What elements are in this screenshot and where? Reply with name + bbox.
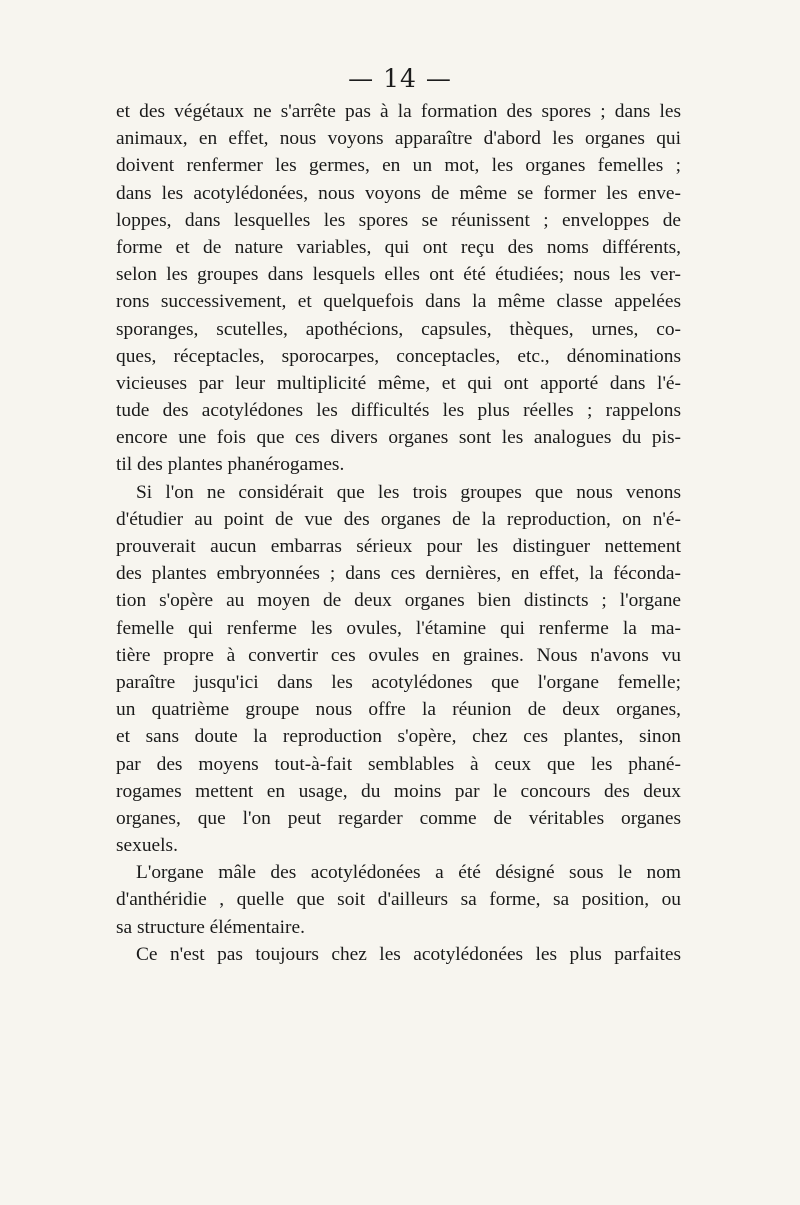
text-line: encore une fois que ces divers organes sont les analogues du pis- [116,427,681,449]
text-line: sporanges, scutelles, apothécions, capsules, thèques, urnes, co- [116,318,681,340]
text-line: et sans doute la reproduction s'opère, chez ces plantes, sinon [116,726,681,748]
text-line: paraître jusqu'ici dans les acotylédones que l'organe femelle; [116,671,681,693]
body-text [116,98,681,968]
text-line: rogames mettent en usage, du moins par le concours des deux [116,780,681,802]
text-line: sexuels. [116,835,178,857]
text-line: vicieuses par leur multiplicité même, et qui ont apporté dans l'é- [116,372,681,394]
text-line: un quatrième groupe nous offre la réunion de deux organes, [116,699,681,721]
text-line: par des moyens tout-à-fait semblables à ceux que les phané- [116,753,681,775]
text-line: et des végétaux ne s'arrête pas à la formation des spores ; dans les [116,101,681,122]
text-line: animaux, en effet, nous voyons apparaître d'abord les organes qui [116,128,681,150]
text-line: loppes, dans lesquelles les spores se réunissent ; enveloppes de [116,209,681,231]
page-number: — 14 — [348,64,452,93]
text-line: tière propre à convertir ces ovules en graines. Nous n'avons vu [116,644,681,666]
text-line: dans les acotylédonées, nous voyons de même se former les enve- [116,182,681,204]
text-line: femelle qui renferme les ovules, l'étamine qui renferme la ma- [116,617,681,639]
text-line: Si l'on ne considérait que les trois groupes que nous venons [136,481,681,503]
text-line: rons successivement, et quelquefois dans la même classe appelées [116,291,681,313]
text-line: Ce n'est pas toujours chez les acotylédonées les plus parfaites [136,943,681,965]
text-line: prouverait aucun embarras sérieux pour les distinguer nettement [116,536,681,557]
text-line: organes, que l'on peut regarder comme de véritables organes [116,807,681,829]
text-line: d'étudier au point de vue des organes de la reproduction, on n'é- [116,508,681,530]
text-line: selon les groupes dans lesquels elles ont été étudiées; nous les ver- [116,264,681,286]
text-line: doivent renfermer les germes, en un mot, les organes femelles ; [116,155,681,177]
text-line: L'organe mâle des acotylédonées a été désigné sous le nom [136,862,681,884]
text-line: des plantes embryonnées ; dans ces dernières, en effet, la féconda- [116,563,681,585]
text-line: ques, réceptacles, sporocarpes, conceptacles, etc., dénominations [116,345,681,367]
text-line: d'anthéridie , quelle que soit d'ailleurs sa forme, sa position, ou [116,889,681,911]
text-line: tion s'opère au moyen de deux organes bien distincts ; l'organe [116,590,681,612]
text-line: til des plantes phanérogames. [116,454,345,476]
text-line: tude des acotylédones les difficultés les plus réelles ; rappelons [116,400,681,422]
text-line: forme et de nature variables, qui ont reçu des noms différents, [116,236,681,258]
text-line: sa structure élémentaire. [116,916,305,938]
